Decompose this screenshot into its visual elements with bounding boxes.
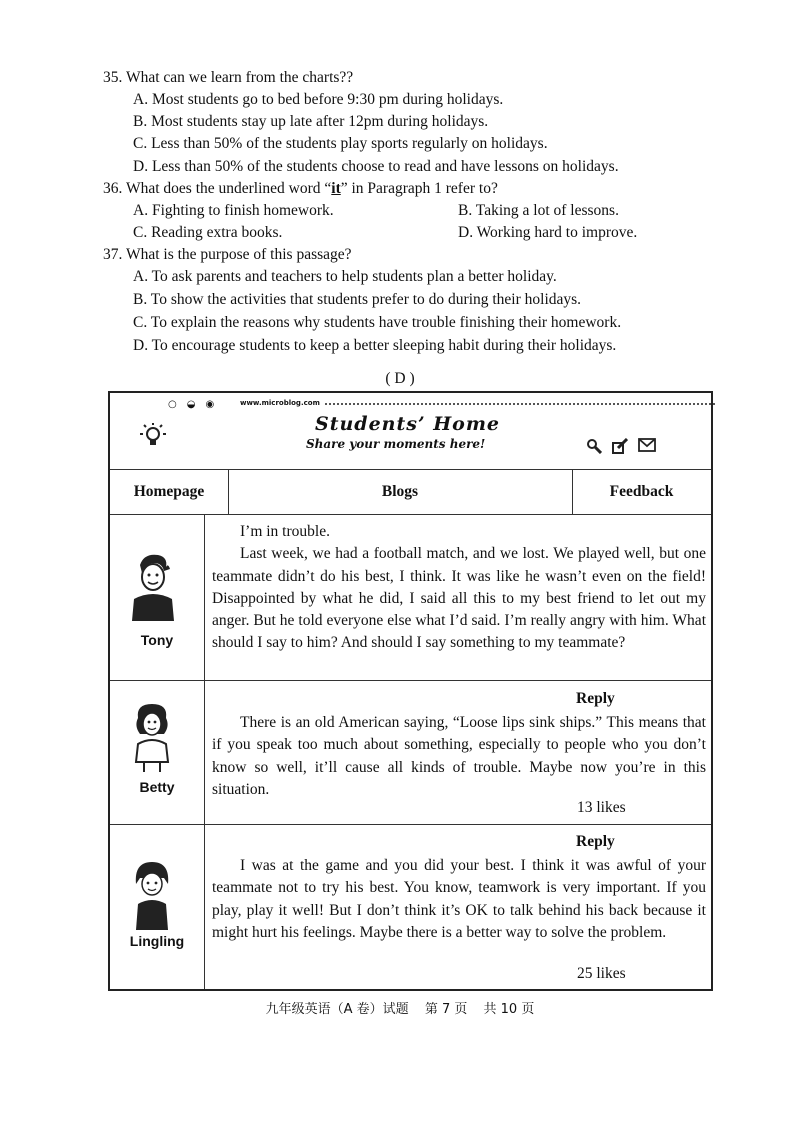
reply-label: Reply [576, 833, 615, 850]
nav-feedback[interactable]: Feedback [609, 483, 674, 500]
likes-count-betty[interactable]: 13 likes [577, 799, 626, 816]
author-betty: Betty [139, 779, 175, 795]
question-35-stem: 35. What can we learn from the charts?? [103, 69, 354, 86]
reply-label: Reply [576, 690, 615, 707]
q35-option-a: A. Most students go to bed before 9:30 pm during holidays. [133, 91, 504, 108]
page-footer [0, 998, 800, 1017]
underlined-word: it [331, 180, 341, 197]
author-lingling: Lingling [129, 933, 185, 949]
post-lingling-body [212, 855, 706, 944]
post-betty-body [212, 712, 706, 801]
avatar-lingling [124, 858, 190, 935]
post-divider [110, 680, 711, 681]
site-subtitle: Share your moments here! [306, 437, 486, 451]
post-tony-title: I’m in trouble. [240, 523, 330, 540]
question-36-stem: 36. What does the underlined word “it” in Paragraph 1 refer to? [103, 180, 498, 197]
section-label: ( D ) [385, 370, 415, 387]
header-icons [586, 438, 656, 459]
post-betty-text: There is an old American saying, “Loose lips sink ships.” This means that if you speak too much about something, especially to people who you don’t know so well, it’ll cause all kinds of trouble. Maybe now you’re in this situation. [212, 714, 706, 798]
blog-frame [108, 391, 713, 991]
q36-option-c: C. Reading extra books. [133, 224, 283, 241]
likes-count-lingling[interactable]: 25 likes [577, 965, 626, 982]
edit-icon[interactable] [612, 438, 628, 459]
footer-total: 共 10 页 [483, 1002, 535, 1017]
q37-option-a: A. To ask parents and teachers to help students plan a better holiday. [133, 268, 557, 285]
q36-option-b: B. Taking a lot of lessons. [458, 202, 619, 219]
post-tony-text: Last week, we had a football match, and we lost. We played well, but one teammate didn’t do his best, I think. It was like he wasn’t even on the field! Disappointed by what he did, I said all this to my best friend to let out my anger. But he told everyone else what I’d said. I’m really angry with him. What should I say to him? And should I say something to my teammate? [212, 545, 706, 652]
avatar-betty [124, 700, 190, 777]
column-divider [204, 515, 205, 989]
question-37-stem: 37. What is the purpose of this passage? [103, 246, 352, 263]
q36-option-d: D. Working hard to improve. [458, 224, 638, 241]
footer-page: 第 7 页 [424, 1002, 468, 1017]
post-lingling-text: I was at the game and you did your best. I think it was awful of your teammate not to try his best. You know, teamwork is very important. If you play, play it well! But I don’t think it’s OK to talk behind his back because it might hurt his feelings. Maybe there is a better way to solve the problem. [212, 857, 706, 941]
bulb-icon [140, 423, 166, 454]
site-header [110, 393, 711, 470]
search-icon[interactable] [586, 438, 602, 459]
site-title: Students’ Home [315, 413, 501, 435]
q35-option-d: D. Less than 50% of the students choose to read and have lessons on holidays. [133, 158, 619, 175]
nav-bar [110, 470, 711, 515]
q37-option-d: D. To encourage students to keep a better sleeping habit during their holidays. [133, 337, 617, 354]
header-divider [325, 403, 715, 405]
q35-option-c: C. Less than 50% of the students play sports regularly on holidays. [133, 135, 548, 152]
mail-icon[interactable] [638, 438, 656, 459]
nav-blogs[interactable]: Blogs [381, 483, 419, 500]
site-url: www.microblog.com [240, 399, 320, 407]
browser-buttons: ○◒◉ [168, 399, 225, 410]
q37-option-c: C. To explain the reasons why students have trouble finishing their homework. [133, 314, 622, 331]
footer-exam: 九年级英语（A 卷）试题 [265, 1002, 409, 1017]
avatar-tony [124, 551, 190, 626]
post-divider [110, 824, 711, 825]
author-tony: Tony [140, 632, 174, 648]
nav-homepage[interactable]: Homepage [133, 483, 205, 500]
q37-option-b: B. To show the activities that students prefer to do during their holidays. [133, 291, 582, 308]
q36-option-a: A. Fighting to finish homework. [133, 202, 334, 219]
q35-option-b: B. Most students stay up late after 12pm during holidays. [133, 113, 489, 130]
post-tony-body [212, 521, 706, 655]
